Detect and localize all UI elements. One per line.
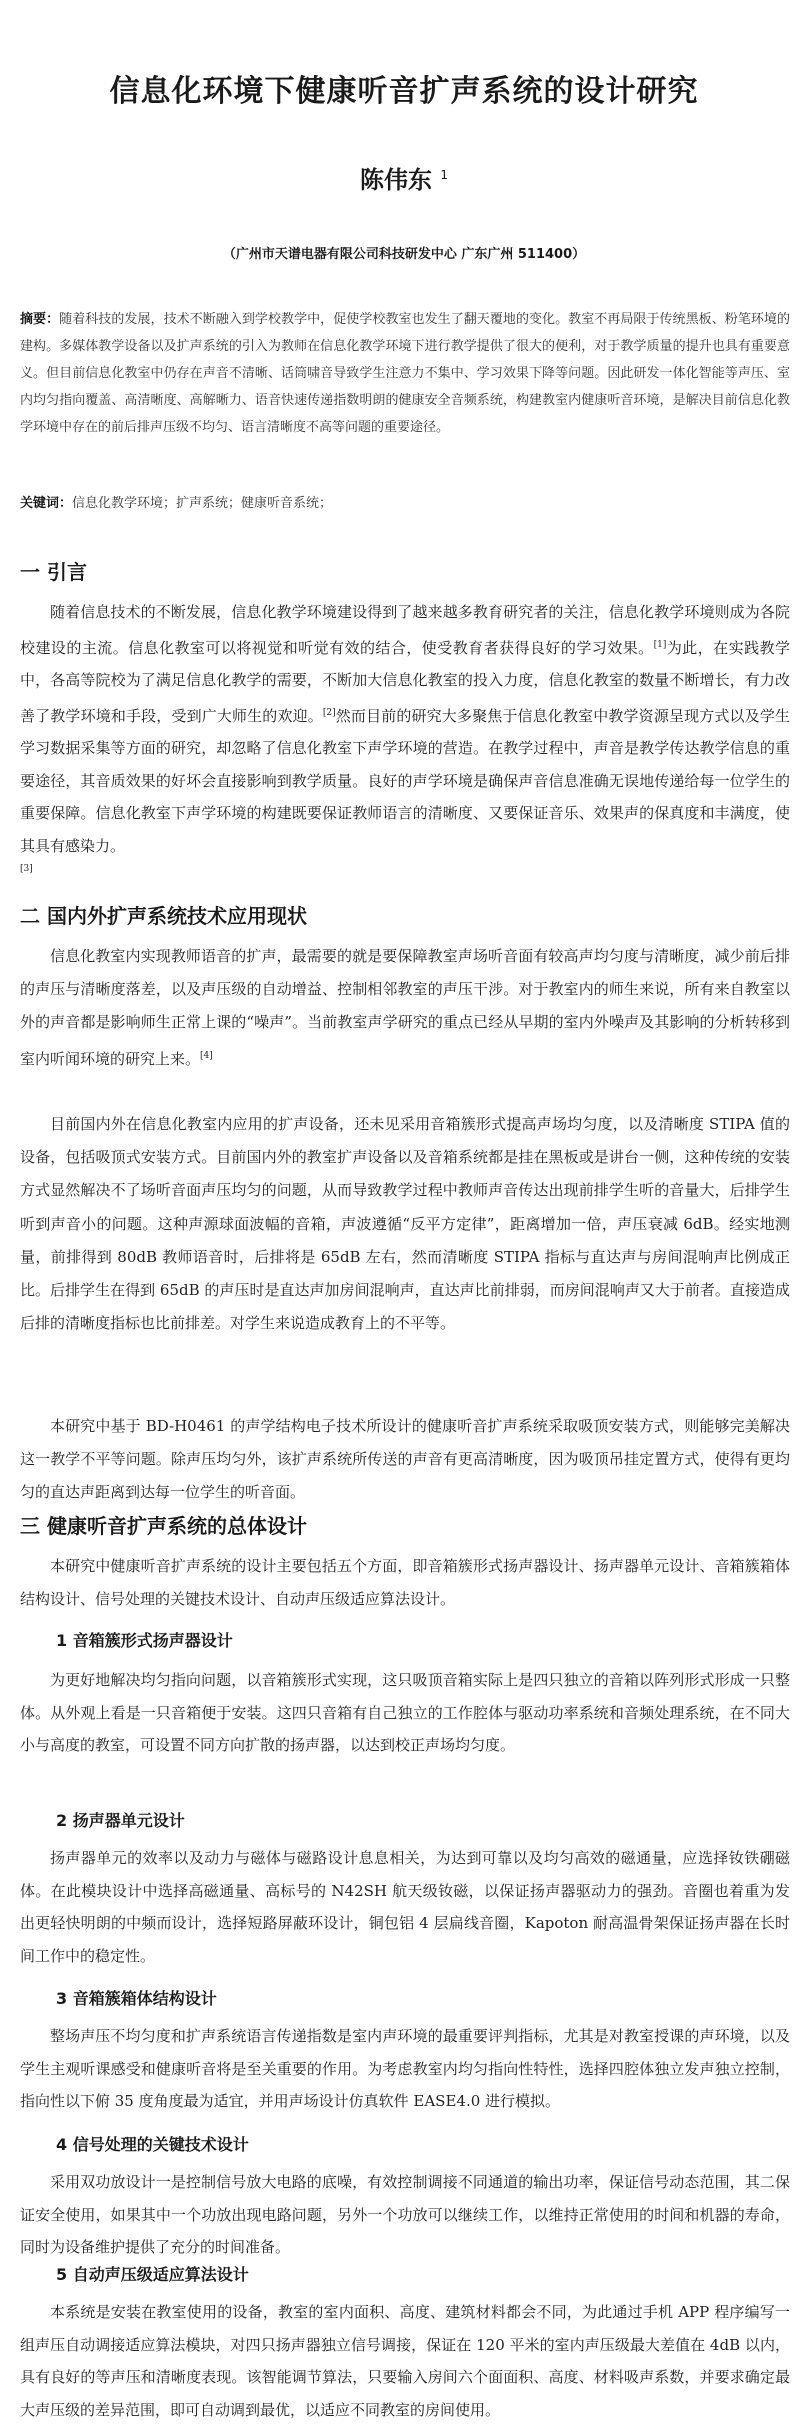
section-paragraph	[20, 1108, 790, 1340]
section-paragraph	[20, 1410, 790, 1510]
subsection-heading: 3 音箱簇箱体结构设计	[56, 1989, 217, 2008]
subsection-heading: 2 扬声器单元设计	[56, 1811, 185, 1830]
paragraph-text: 本研究中基于 BD-H0461 的声学结构电子技术所设计的健康听音扩声系统采取吸顶安装方式，则能够完美解决这一教学不平等问题。除声压均匀外，该扩声系统所传送的声音有更高清晰度，因为吸顶吊挂定置方式，使得有更均匀的直达声距离到达每一位学生的听音面。	[20, 1417, 790, 1502]
keywords	[20, 492, 790, 516]
affiliation: （广州市天谱电器有限公司科技研发中心 广东广州 511400）	[222, 247, 586, 262]
keywords-label: 关键词：	[20, 496, 73, 511]
paragraph-text: 为此，在实践教学中，各高等院校为了满足信息化教学的需要，不断加大信息化教室的投入力度，信息化教室的数量不断增长，有力改善了教学环境和手段，受到广大师生的欢迎。	[20, 638, 790, 725]
section-heading-status: 二 国内外扩声系统技术应用现状	[20, 904, 307, 928]
paragraph-text: 随着信息技术的不断发展，信息化教学环境建设得到了越来越多教育研究者的关注，信息化教学环境则成为各院校建设的主流。信息化教室可以将视觉和听觉有效的结合，使受教育者获得良好的学习效果。	[20, 603, 790, 657]
citation: [3]	[20, 864, 33, 874]
citation: [1]	[653, 639, 667, 650]
author-name	[0, 160, 808, 195]
abstract-text: 随着科技的发展，技术不断融入到学校教学中，促使学校教室也发生了翻天覆地的变化。教室不再局限于传统黑板、粉笔环境的建构。多媒体教学设备以及扩声系统的引入为教师在信息化教学环境下进行教学提供了很大的便利，对于教学质量的提升也具有重要意义。但目前信息化教室中仍存在声音不清晰、话筒啸音导致学生注意力不集中、学习效果下降等问题。因此研发一体化智能等声压、室内均匀指向覆盖、高清晰度、高解晰力、语音快速传递指数明朗的健康安全音频系统，构建教室内健康听音环境，是解决目前信息化教学环境中存在的前后排声压级不均匀、语言清晰度不高等问题的重要途径。	[20, 312, 790, 435]
subsection-paragraph: 本系统是安装在教室使用的设备，教室的室内面积、高度、建筑材料都会不同，为此通过手机 APP 程序编写一组声压自动调接适应算法模块，对四只扬声器独立信号调接，保证在 120 平米的室内声压级最大差值在 4dB 以内，具有良好的等声压和清晰度表现。该智能调节算法，只要输入房间六个面面积、高度、材料吸声系数，并要求确定最大声压级的差异范围，即可自动调到最优，以适应不同教室的房间使用。	[20, 2303, 790, 2419]
keywords-text: 信息化教学环境；扩声系统；健康听音系统；	[72, 496, 333, 511]
subsection-heading: 1 音箱簇形式扬声器设计	[56, 1631, 233, 1650]
section-heading-design: 三 健康听音扩声系统的总体设计	[20, 1514, 307, 1538]
author-text: 陈伟东	[360, 166, 432, 194]
paragraph-text: 然而目前的研究大多聚焦于信息化教室中教学资源呈现方式以及学生学习数据采集等方面的研究，却忽略了信息化教室下声学环境的营造。在教学过程中，声音是教学传达教学信息的重要途径，其音质效果的好坏会直接影响到教学质量。良好的声学环境是确保声音信息准确无误地传递给每一位学生的重要保障。信息化教室下声学环境的构建既要保证教师语言的清晰度、又要保证音乐、效果声的保真度和丰满度，使其具有感染力。	[20, 706, 790, 855]
subsection-paragraph: 为更好地解决均匀指向问题，以音箱簇形式实现，这只吸顶音箱实际上是四只独立的音箱以阵列形式形成一只整体。从外观上看是一只音箱便于安装。这四只音箱有自己独立的工作腔体与驱动功率系统和音频处理系统，在不同大小与高度的教室，可设置不同方向扩散的扬声器，以达到校正声场均匀度。	[20, 1671, 790, 1754]
paper-title: 信息化环境下健康听音扩声系统的设计研究	[109, 74, 699, 109]
subsection-heading: 4 信号处理的关键技术设计	[56, 2135, 249, 2154]
subsection-paragraph: 扬声器单元的效率以及动力与磁体与磁路设计息息相关，为达到可靠以及均匀高效的磁通量，应选择钕铁硼磁体。在此模块设计中选择高磁通量、高标号的 N42SH 航天级钕磁，以保证扬声器驱动力的强劲。音圈也着重为发出更轻快明朗的中频而设计，选择短路屏蔽环设计，铜包铝 4 层扁线音圈，Kapoton 耐高温骨架保证扬声器在长时间工作中的稳定性。	[20, 1849, 790, 1965]
subsection-paragraph: 整场声压不均匀度和扩声系统语言传递指数是室内声环境的最重要评判指标，尤其是对教室授课的声环境，以及学生主观听课感受和健康听音将是至关重要的作用。为考虑教室内均匀指向性特性，选择四腔体独立发声独立控制，指向性以下俯 35 度角度最为适宜，并用声场设计仿真软件 EASE4.0 进行模拟。	[20, 2027, 790, 2110]
section-heading-intro: 一 引言	[20, 560, 87, 584]
paragraph-text: 本研究中健康听音扩声系统的设计主要包括五个方面，即音箱簇形式扬声器设计、扬声器单元设计、音箱簇箱体结构设计、信号处理的关键技术设计、自动声压级适应算法设计。	[20, 1557, 790, 1608]
subsection-heading: 5 自动声压级适应算法设计	[56, 2265, 249, 2284]
subsection-paragraph: 采用双功放设计一是控制信号放大电路的底噪，有效控制调接不同通道的输出功率，保证信号动态范围，其二保证安全使用，如果其中一个功放出现电路问题，另外一个功放可以继续工作，以维持正常使用的时间和机器的寿命，同时为设备维护提供了充分的时间准备。	[20, 2173, 790, 2256]
citation: [4]	[200, 1050, 213, 1061]
paragraph-text: 信息化教室内实现教师语音的扩声，最需要的就是要保障教室声场听音面有较高声均匀度与清晰度，减少前后排的声压与清晰度落差，以及声压级的自动增益、控制相邻教室的声压干涉。对于教室内的师生来说，所有来自教室以外的声音都是影响师生正常上课的“噪声”。当前教室声学研究的重点已经从早期的室内外噪声及其影响的分析转移到室内听闻环境的研究上来。	[20, 947, 790, 1068]
abstract-label: 摘要：	[20, 312, 60, 327]
section-paragraph	[20, 1550, 790, 1615]
section-paragraph	[20, 596, 790, 876]
paragraph-text: 目前国内外在信息化教室内应用的扩声设备，还未见采用音箱簇形式提高声场均匀度，以及清晰度 STIPA 值的设备，包括吸顶式安装方式。目前国内外的教室扩声设备以及音箱系统都是挂在黑板或是讲台一侧，这种传统的安装方式显然解决不了场听音面声压均匀的问题，从而导致教学过程中教师声音传达出现前排学生听的音量大，后排学生听到声音小的问题。这种声源球面波幅的音箱，声波遵循“反平方定律”，距离增加一倍，声压衰减 6dB。经实地测量，前排得到 80dB 教师语音时，后排将是 65dB 左右，然而清晰度 STIPA 指标与直达声与房间混响声比例成正比。后排学生在得到 65dB 的声压时是直达声加房间混响声，直达声比前排弱，而房间混响声又大于前者。直接造成后排的清晰度指标也比前排差。对学生来说造成教育上的不平等。	[20, 1115, 790, 1333]
citation: [2]	[322, 707, 336, 718]
abstract	[20, 306, 790, 441]
author-superscript: 1	[440, 168, 448, 182]
section-paragraph	[20, 940, 790, 1076]
